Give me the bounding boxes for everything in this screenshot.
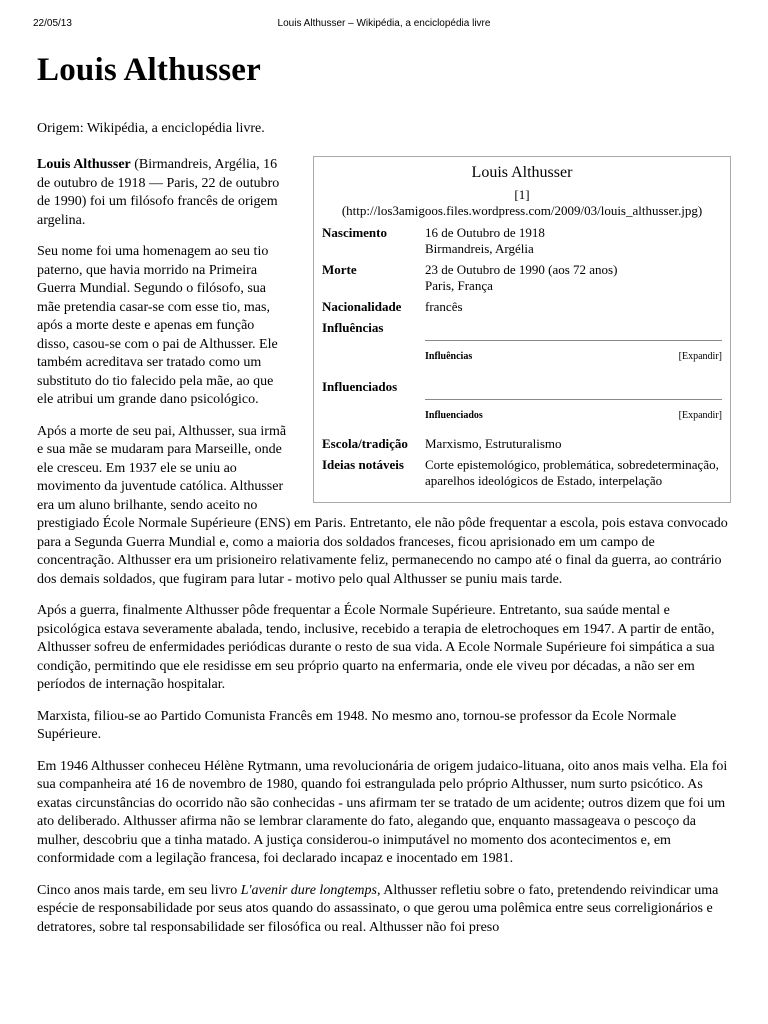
- row-label: Nacionalidade: [322, 299, 402, 314]
- infobox-row-escola: [322, 436, 722, 452]
- collapsible-influencias: [425, 340, 722, 365]
- infobox-row-nacionalidade: [322, 299, 722, 315]
- collapsible-influenciados: [425, 399, 722, 424]
- paragraph: Em 1946 Althusser conheceu Hélène Rytmann, uma revolucionária de origem judaico-lituana, oito anos mais velha. Ela foi sua companheira até 16 de novembro de 1980, quando foi estrangulada pelo próprio Althusser, num surto psicótico. As exatas circunstâncias do ocorrido não são conhecidas - uns afirmam ter se tratado de um acidente; outros dizem que foi um ato deliberado. Althusser afirma não se lembrar claramente do fato, alegando que, enquanto massageava o pescoço da mulher, descobriu que a tinha matado. A justiça considerou-o inimputável no momento dos acontecimentos e, em conformidade com a legilação francesa, foi declarado incapaz e inocentado em 1981.: [37, 758, 728, 866]
- article-body: [37, 156, 731, 950]
- image-ref-number[interactable]: [1]: [514, 187, 530, 202]
- expand-link[interactable]: [Expandir]: [678, 351, 722, 362]
- expand-link[interactable]: [Expandir]: [678, 410, 722, 421]
- paragraph: Marxista, filiou-se ao Partido Comunista Francês em 1948. No mesmo ano, tornou-se professor da Ecole Normale Supérieure.: [37, 708, 677, 742]
- origin-note: Origem: Wikipédia, a enciclopédia livre.: [37, 121, 265, 136]
- infobox: [313, 156, 731, 503]
- infobox-row-ideias: [322, 457, 722, 489]
- birth-date[interactable]: 16 de Outubro de 1918: [425, 225, 545, 240]
- paragraph: Após a guerra, finalmente Althusser pôde frequentar a École Normale Supérieure. Entretanto, sua saúde mental e psicológica estava severamente abalada, tendo, inclusive, recebido a terapia de eletrochoques em 1947. A partir de então, Althusser sofreu de enfermidades periódicas durante o resto de sua vida. A Ecole Normale Supérieure foi simpática a sua condição, permitindo que ele residisse em seu próprio quarto na enfermaria, onde ele viveu por décadas, a não ser em períodos de internação hospitalar.: [37, 603, 715, 692]
- infobox-row-morte: [322, 262, 722, 294]
- row-label: Nascimento: [322, 225, 387, 240]
- paragraph: Após a morte de seu pai, Althusser, sua irmã e sua mãe se mudaram para Marseille, onde ele cresceu. Em 1937 ele se uniu ao movimento da juventude católica. Althusser era um aluno brilhante, sendo aceito no prestigiado École Normale Supérieure (ENS) em Paris. Entretanto, ele não pôde frequentar a escola, pois estava convocado para a Segunda Guerra Mundial e, como a maioria dos soldados franceses, ficou aprisionado em um campo de concentração. Althusser era um prisioneiro relativamente feliz, permanecendo no campo até o final da guerra, ao contrário dos demais soldados, que fugiram para lutar - motivo pelo qual Althusser se puniu mais tarde.: [37, 423, 728, 587]
- text: , Althusser refletiu sobre o fato, pretendendo reivindicar uma espécie de responsabilidade por seus atos quando do assassinato, o que gerou uma polêmica entre seus correligionários e detratores, sobre tal responsabilidade ser filosófica ou real. Althusser não foi preso: [37, 882, 719, 935]
- collapsible-title: Influenciados: [425, 410, 483, 421]
- infobox-row-influenciados: [322, 379, 722, 424]
- death-date[interactable]: 23 de Outubro de 1990 (aos 72 anos): [425, 262, 618, 277]
- row-value: [425, 262, 722, 294]
- text: Cinco anos mais tarde, em seu livro: [37, 882, 241, 898]
- infobox-row-influencias: [322, 320, 722, 365]
- infobox-image-ref[interactable]: [322, 187, 722, 219]
- paragraph: Seu nome foi uma homenagem ao seu tio paterno, que havia morrido na Primeira Guerra Mundial. Segundo o filósofo, sua mãe pretendia casar-se com esse tio, mas, após a morte deste e apenas em função disso, casou-se com o pai de Althusser. Ele também acreditava ser tratado como um substituto do tio falecido pela mãe, ao que ele atribui um grande dano psicológico.: [37, 244, 278, 407]
- print-date: 22/05/13: [33, 18, 72, 29]
- row-label: Escola/tradição: [322, 436, 408, 451]
- book-title[interactable]: L'avenir dure longtemps: [240, 882, 377, 898]
- infobox-title: Louis Althusser: [471, 164, 573, 181]
- row-value[interactable]: francês: [425, 299, 463, 314]
- row-value: [425, 225, 722, 257]
- row-value[interactable]: Marxismo, Estruturalismo: [425, 436, 562, 451]
- row-label: Morte: [322, 262, 357, 277]
- image-url[interactable]: (http://los3amigoos.files.wordpress.com/2009/03/louis_althusser.jpg): [341, 203, 703, 218]
- row-label: Influências: [322, 320, 384, 335]
- intro-text: (Birmandreis, Argélia, 16 de outubro de 1918 — Paris, 22 de outubro de 1990) foi um filósofo francês de origem argelina.: [37, 157, 280, 228]
- birth-place[interactable]: Birmandreis, Argélia: [425, 241, 534, 256]
- print-title: Louis Althusser – Wikipédia, a enciclopédia livre: [277, 18, 491, 29]
- row-label: Ideias notáveis: [322, 457, 404, 472]
- subject-name: Louis Althusser: [37, 157, 131, 172]
- infobox-row-nascimento: [322, 225, 722, 257]
- paragraph: [37, 882, 731, 938]
- page-title: Louis Althusser: [37, 52, 261, 88]
- death-place[interactable]: Paris, França: [425, 278, 493, 293]
- collapsible-title: Influências: [425, 351, 473, 362]
- row-value[interactable]: Corte epistemológico, problemática, sobredeterminação, aparelhos ideológicos de Estado, interpelação: [425, 457, 719, 488]
- print-header: [33, 18, 735, 32]
- row-label: Influenciados: [322, 379, 398, 394]
